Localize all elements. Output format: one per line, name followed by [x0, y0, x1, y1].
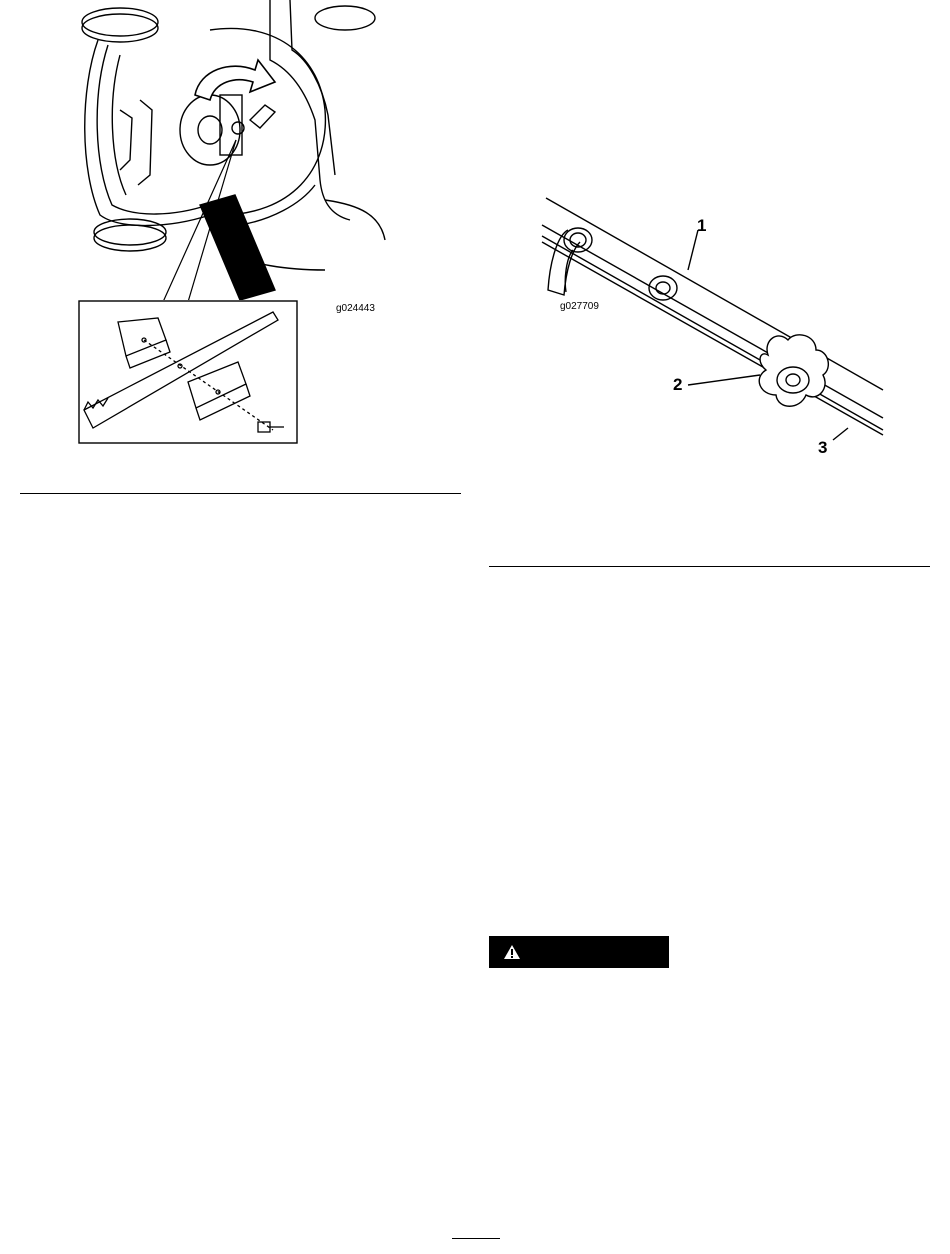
page-footer-rule [452, 1238, 500, 1239]
warning-triangle-icon [503, 944, 521, 960]
warning-label [489, 936, 669, 968]
section-divider-right [489, 566, 930, 567]
handle-knob-illustration [538, 190, 888, 450]
blade-removal-illustration [60, 0, 390, 300]
section-divider-left [20, 493, 461, 494]
callout-2: 2 [673, 375, 683, 394]
callout-3: 3 [818, 438, 828, 457]
callout-1: 1 [697, 216, 707, 235]
figure-code-right: g027709 [560, 301, 599, 312]
figure-code-left: g024443 [336, 303, 375, 314]
blade-exploded-inset [78, 300, 298, 444]
